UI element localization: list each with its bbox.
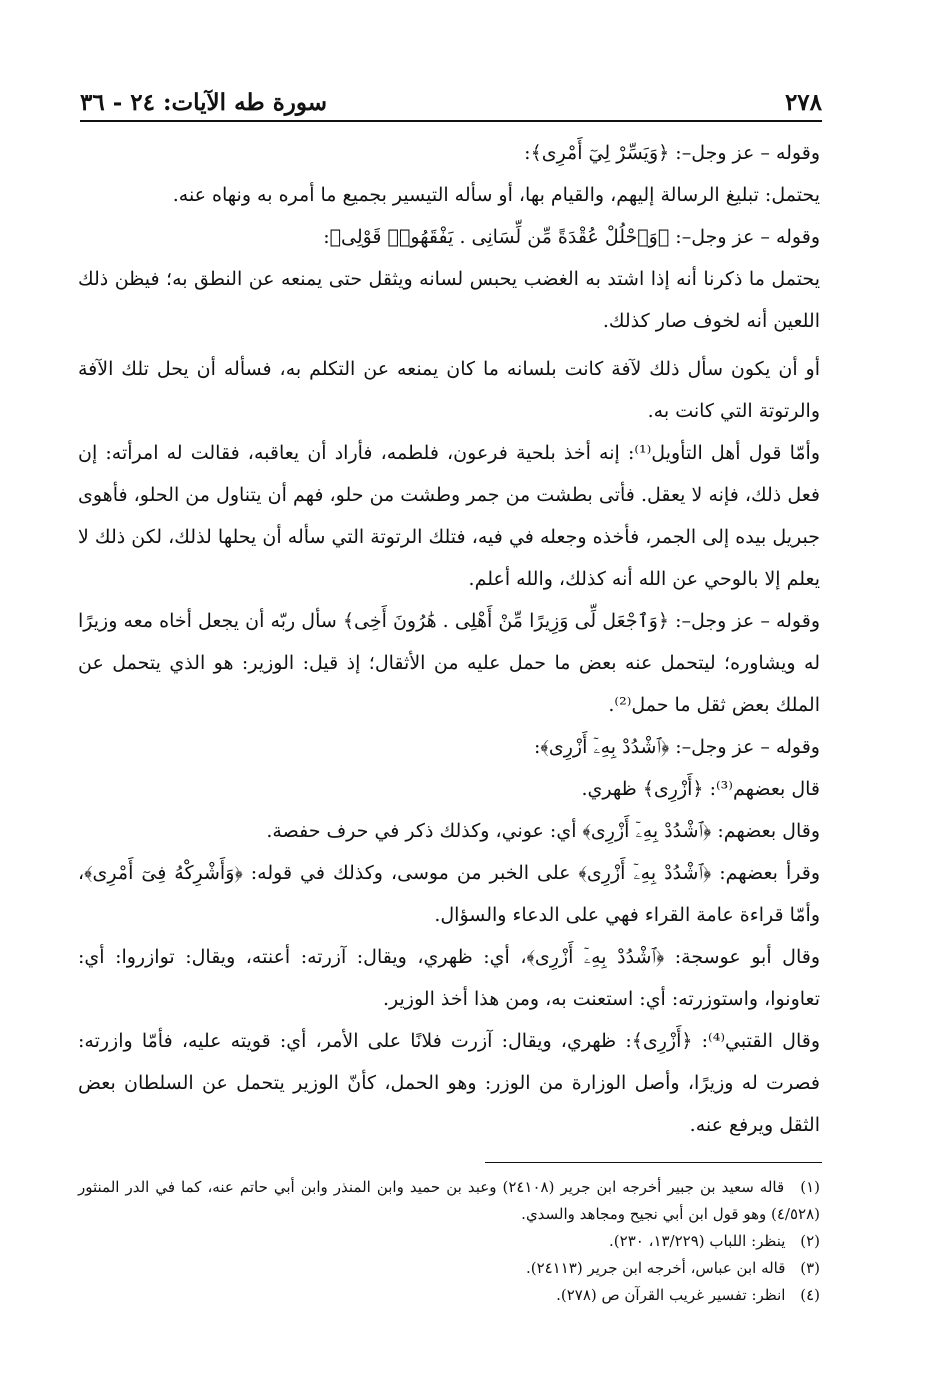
paragraph: يحتمل ما ذكرنا أنه إذا اشتد به الغضب يحبس لسانه ويثقل حتى يمنعه عن النطق به؛ فيظن ذلك اللعين أنه لخوف صار كذلك. <box>78 268 820 332</box>
footnote-text: ينظر: اللباب (١٣/٢٢٩، ٢٣٠). <box>609 1232 786 1250</box>
footnote-number: (٢) <box>800 1232 820 1250</box>
footnote <box>78 1255 820 1282</box>
paragraph: وقرأ بعضهم: ﴿ٱشْدُدْ بِهِۦٓ أَزْرِى﴾ على الخبر من موسى، وكذلك في قوله: ﴿وَأَشْرِكْهُ فِىٓ أَمْرِى﴾، وأمّا قراءة عامة القراء فهي على الدعاء والسؤال. <box>78 862 820 926</box>
page-number: ٢٧٨ <box>784 89 822 116</box>
paragraph: أو أن يكون سأل ذلك لآفة كانت بلسانه ما كان يمنعه عن التكلم به، فسأله أن يحل تلك الآفة والرتوتة التي كانت به. <box>78 358 820 422</box>
footnote <box>78 1174 820 1228</box>
footnote-text: قاله ابن عباس، أخرجه ابن جرير (٢٤١١٣). <box>525 1259 786 1277</box>
paragraph: وقال بعضهم: ﴿ٱشْدُدْ بِهِۦٓ أَزْرِى﴾ أي: عوني، وكذلك ذكر في حرف حفصة. <box>266 820 820 842</box>
footnote-number: (١) <box>800 1178 820 1196</box>
paragraph: قال بعضهم⁽³⁾: ﴿أَزْرِى﴾ ظهري. <box>581 778 820 800</box>
footnotes <box>78 1174 820 1309</box>
header-rule <box>80 120 822 122</box>
footnote-text: انظر: تفسير غريب القرآن ص (٢٧٨). <box>556 1286 786 1304</box>
main-text <box>78 132 820 1146</box>
footnote-rule <box>485 1162 822 1163</box>
paragraph: وقال أبو عوسجة: ﴿ٱشْدُدْ بِهِۦٓ أَزْرِى﴾، أي: ظهري، ويقال: آزرته: أعنته، ويقال: توازروا: أي: تعاونوا، واستوزرته: أي: استعنت به، ومن هذا أخذ الوزير. <box>78 946 820 1010</box>
page-header <box>80 74 822 118</box>
paragraph: يحتمل: تبليغ الرسالة إليهم، والقيام بها، أو سأله التيسير بجميع ما أمره به ونهاه عنه. <box>172 184 820 206</box>
paragraph: وقوله – عز وجل–: ﴿ٱشْدُدْ بِهِۦٓ أَزْرِى﴾: <box>534 736 820 758</box>
footnote-number: (٣) <box>800 1259 820 1277</box>
footnote <box>78 1228 820 1255</box>
running-title: سورة طه الآيات: ٢٤ - ٣٦ <box>80 89 328 116</box>
footnote <box>78 1282 820 1309</box>
paragraph: وقال القتبي⁽⁴⁾: ﴿أَزْرِى﴾: ظهري، ويقال: آزرت فلانًا على الأمر، أي: قويته عليه، فأمّا وازرته: فصرت له وزيرًا، وأصل الوزارة من الوزر: وهو الحمل، كأنّ الوزير يتحمل عن السلطان بعض الثقل ويرفع عنه. <box>78 1030 820 1136</box>
paragraph: وقوله – عز وجل–: ﴿وَٱحْلُلْ عُقْدَةً مِّن لِّسَانِى . يَفْقَهُوا۟ قَوْلِى﴾: <box>323 226 820 248</box>
footnote-text: قاله سعيد بن جبير أخرجه ابن جرير (٢٤١٠٨) وعبد بن حميد وابن المنذر وابن أبي حاتم عنه، كما في الدر المنثور (٤/٥٢٨) وهو قول ابن أبي نجيح ومجاهد والسدي. <box>78 1178 820 1223</box>
paragraph: وقوله – عز وجل–: ﴿وَٱجْعَل لِّى وَزِيرًا مِّنْ أَهْلِى . هَٰرُونَ أَخِى﴾ سأل ربّه أن يجعل أخاه معه وزيرًا له ويشاوره؛ ليتحمل عنه بعض ما حمل عليه من الأثقال؛ إذ قيل: الوزير: هو الذي يتحمل عن الملك بعض ثقل ما حمل⁽²⁾. <box>78 610 820 716</box>
paragraph: وقوله – عز وجل–: ﴿وَيَسِّرْ لِيٓ أَمْرِى﴾: <box>524 142 820 164</box>
paragraph: وأمّا قول أهل التأويل⁽¹⁾: إنه أخذ بلحية فرعون، فلطمه، فأراد أن يعاقبه، فقالت له امرأته: إن فعل ذلك، فإنه لا يعقل. فأتى بطشت من جمر وطشت من حلو، فهم أن يتناول من الحلو، فأهوى جبريل بيده إلى الجمر، فأخذه وجعله في فيه، فتلك الرتوتة التي سأله أن يحلها لذلك، لكن ذلك لا يعلم إلا بالوحي عن الله أنه كذلك، والله أعلم. <box>78 442 820 590</box>
footnote-number: (٤) <box>800 1286 820 1304</box>
